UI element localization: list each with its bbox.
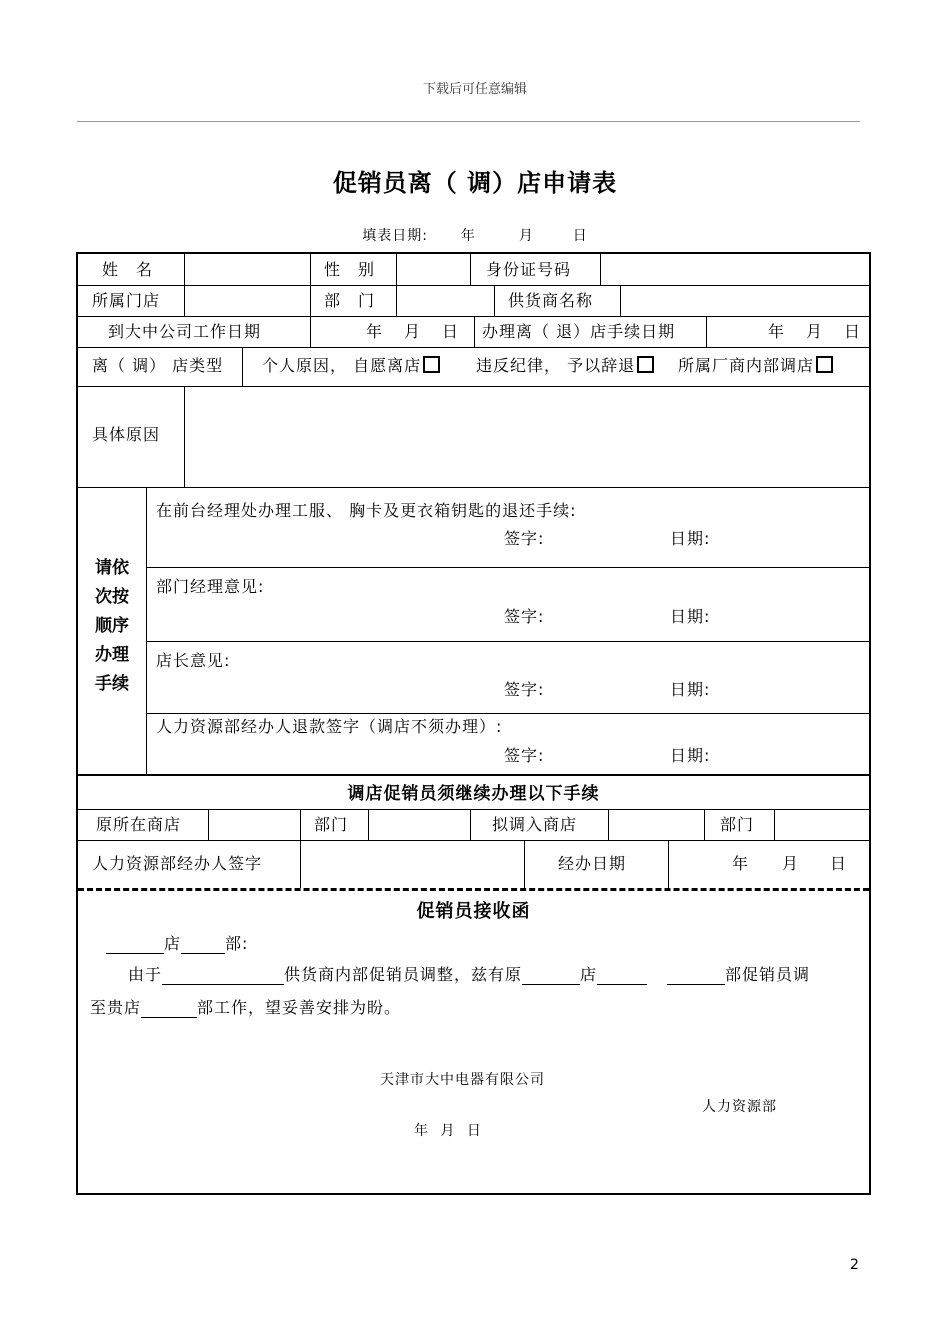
letter-addressee [106,931,248,954]
step-sign: 签字: [504,529,545,548]
step-text: 部门经理意见: [156,577,265,596]
label-reason: 具体原因 [92,425,161,444]
handle-day: 日 [830,854,848,873]
option-dismissed-label: 违反纪律， 予以辞退 [476,356,636,375]
label-orig-dept: 部门 [314,815,349,834]
label-new-dept: 部门 [720,815,755,834]
letter-store: 店 [164,934,182,953]
form-title: 促销员离（ 调）店申请表 [332,169,618,197]
letter-company: 天津市大中电器有限公司 [380,1072,545,1088]
step-date: 日期: [670,680,711,699]
letter-orig-store: 店 [580,965,598,984]
fill-date-month: 月 [518,228,534,244]
header-divider [77,121,860,122]
blank-orig-dept[interactable] [667,966,725,985]
handle-year: 年 [732,854,750,873]
blank-store[interactable] [106,935,164,954]
step-sign: 签字: [504,680,545,699]
letter-transfer: 部促销员调 [725,965,811,984]
transfer-heading: 调店促销员须继续办理以下手续 [347,784,600,804]
blank-orig-a[interactable] [597,966,647,985]
start-year: 年 [366,322,384,341]
page-number: 2 [850,1257,859,1273]
procedure-label-line: 顺序 [95,616,129,636]
letter-to-store: 至贵店 [90,998,142,1017]
step-sign: 签字: [504,607,545,626]
option-personal-label: 个人原因， 自愿离店 [262,356,422,375]
start-day: 日 [442,322,460,341]
header-note: 下载后可任意编辑 [422,82,527,97]
checkbox-personal[interactable] [423,356,440,373]
step-text: 店长意见: [156,651,231,670]
letter-arrange: 部工作，望妥善安排为盼。 [197,998,402,1017]
label-supplier: 供货商名称 [508,291,594,310]
checkbox-transfer[interactable] [816,356,833,373]
procedure-label-line: 手续 [95,674,129,694]
label-leave-date: 办理离（ 退）店手续日期 [482,322,676,341]
step-date: 日期: [670,529,711,548]
leave-day: 日 [844,322,862,341]
step-text: 人力资源部经办人退款签字（调店不须办理）: [156,717,503,736]
letter-dept: 部: [225,934,249,953]
application-form [76,252,871,1195]
label-hr-sign: 人力资源部经办人签字 [92,854,263,873]
blank-supplier[interactable] [162,966,284,985]
leave-month: 月 [806,322,824,341]
label-orig-store: 原所在商店 [96,815,182,834]
blank-dept[interactable] [181,935,225,954]
fill-date-year: 年 [460,228,476,244]
procedure-label-line: 次按 [95,587,129,607]
label-name: 姓 名 [102,260,154,279]
label-leave-type: 离（ 调） 店类型 [92,356,224,375]
step-date: 日期: [670,746,711,765]
letter-hr: 人力资源部 [702,1099,777,1115]
fill-date-line [0,225,950,245]
label-handle-date: 经办日期 [558,854,627,873]
letter-adjust: 供货商内部促销员调整，兹有原 [284,965,523,984]
letter-due-to: 由于 [128,965,163,984]
step-text: 在前台经理处办理工服、 胸卡及更衣箱钥匙的退还手续: [156,501,577,520]
fill-date-day: 日 [572,228,588,244]
checkbox-dismissed[interactable] [637,356,654,373]
handle-month: 月 [782,854,800,873]
procedure-label-line: 请依 [95,558,129,578]
leave-year: 年 [768,322,786,341]
option-transfer-label: 所属厂商内部调店 [678,356,815,375]
blank-new-dept[interactable] [141,999,197,1018]
step-sign: 签字: [504,746,545,765]
blank-orig-store[interactable] [522,966,580,985]
procedure-label-line: 办理 [95,645,129,665]
label-store: 所属门店 [92,291,161,310]
option-personal [262,353,440,376]
letter-heading: 促销员接收函 [416,901,531,922]
fill-date-label: 填表日期: [362,228,428,244]
letter-date: 年 月 日 [414,1123,485,1139]
letter-line-1 [128,962,810,985]
label-gender: 性 别 [324,260,376,279]
label-start-date: 到大中公司工作日期 [108,322,262,341]
label-dept: 部 门 [324,291,376,310]
letter-line-2 [90,995,401,1018]
label-new-store: 拟调入商店 [492,815,578,834]
procedure-label [92,554,132,699]
step-date: 日期: [670,607,711,626]
label-id-number: 身份证号码 [486,260,572,279]
option-dismissed [476,353,654,376]
option-transfer [678,353,833,376]
start-month: 月 [404,322,422,341]
